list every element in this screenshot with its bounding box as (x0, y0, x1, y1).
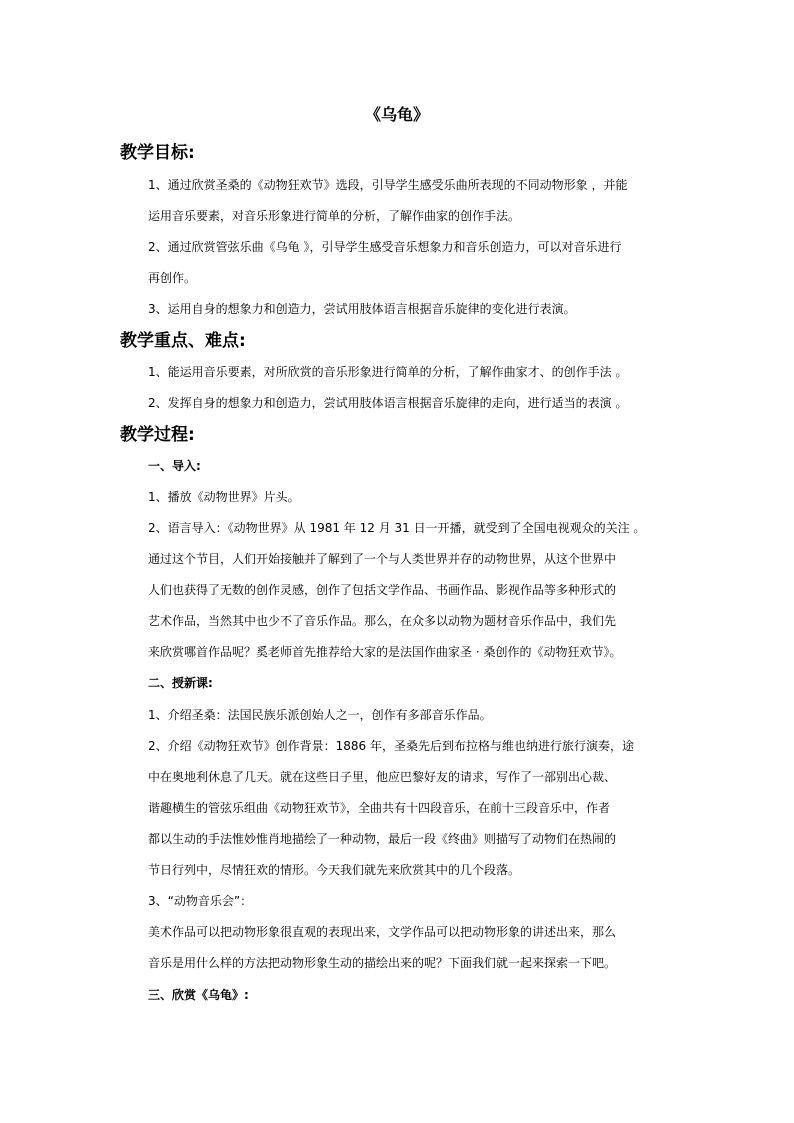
intro-line-1: 1、播放《动物世界》片头。 (148, 490, 300, 504)
goal-line-4: 再创作。 (148, 271, 197, 285)
intro-line-3: 通过这个节目，人们开始接触并了解到了一个与人类世界并存的动物世界，从这个世界中 (148, 552, 617, 566)
goal-line-1: 1、通过欣赏圣桑的《动物狂欢节》选段，引导学生感受乐曲所表现的不同动物形象 ，并能 (148, 178, 628, 192)
heading-teaching-process: 教学过程: (120, 425, 195, 445)
new-lesson-line-5: 都以生动的手法惟妙惟肖地描绘了一种动物，最后一段《终曲》则描写了动物们在热闹的 (148, 832, 617, 846)
new-lesson-line-4: 谐趣横生的管弦乐组曲《动物狂欢节》，全曲共有十四段音乐，在前十三段音乐中，作者 (148, 801, 611, 815)
new-lesson-line-3: 中在奥地利休息了几天。就在这些日子里，他应巴黎好友的请求，写作了一部别出心裁、 (148, 770, 617, 784)
key-point-line-1: 1、能运用音乐要素，对所欣赏的音乐形象进行简单的分析，了解作曲家才、的创作手法 。 (148, 365, 628, 379)
heading-teaching-goals: 教学目标: (120, 143, 195, 163)
new-lesson-line-8: 美术作品可以把动物形象很直观的表现出来，文学作品可以把动物形象的讲述出来，那么 (148, 925, 617, 939)
goal-line-2: 运用音乐要素，对音乐形象进行简单的分析，了解作曲家的创作手法。 (148, 209, 521, 223)
intro-line-2: 2、语言导入：《动物世界》从 1981 年 12 月 31 日一开播，就受到了全国电视观众的关注 。 (148, 521, 646, 535)
key-point-line-2: 2、发挥自身的想象力和创造力，尝试用肢体语言根据音乐旋律的走向，进行适当的表演 。 (148, 396, 628, 410)
document-title: 《乌龟》 (364, 105, 429, 124)
intro-line-6: 来欣赏哪首作品呢？奚老师首先推荐给大家的是法国作曲家圣 · 桑创作的《动物狂欢节》。 (148, 645, 622, 659)
heading-key-points: 教学重点、难点: (120, 331, 246, 351)
new-lesson-line-2: 2、介绍《动物狂欢节》创作背景：1886 年，圣桑先后到布拉格与维也纳进行旅行演奏，途 (148, 739, 634, 753)
intro-line-4: 人们也获得了无数的创作灵感，创作了包括文学作品、书画作品、影视作品等多种形式的 (148, 583, 617, 597)
goal-line-3: 2、通过欣赏管弦乐曲《乌龟 》，引导学生感受音乐想象力和音乐创造力，可以对音乐进行 (148, 240, 622, 254)
subheading-appreciate-turtle: 三、欣赏《乌龟》: (148, 988, 249, 1002)
new-lesson-line-7: 3、“动物音乐会”： (148, 894, 253, 908)
goal-line-5: 3、运用自身的想象力和创造力，尝试用肢体语言根据音乐旋律的变化进行表演。 (148, 302, 576, 316)
new-lesson-line-6: 节日行列中，尽情狂欢的情形。今天我们就先来欣赏其中的几个段落。 (148, 863, 521, 877)
new-lesson-line-9: 音乐是用什么样的方法把动物形象生动的描绘出来的呢？下面我们就一起来探索一下吧。 (148, 956, 617, 970)
new-lesson-line-1: 1、介绍圣桑：法国民族乐派创始人之一，创作有多部音乐作品。 (148, 708, 492, 722)
intro-line-5: 艺术作品，当然其中也少不了音乐作品。那么，在众多以动物为题材音乐作品中，我们先 (148, 614, 617, 628)
subheading-intro: 一、导入: (148, 459, 201, 473)
subheading-new-lesson: 二、授新课: (148, 676, 213, 690)
